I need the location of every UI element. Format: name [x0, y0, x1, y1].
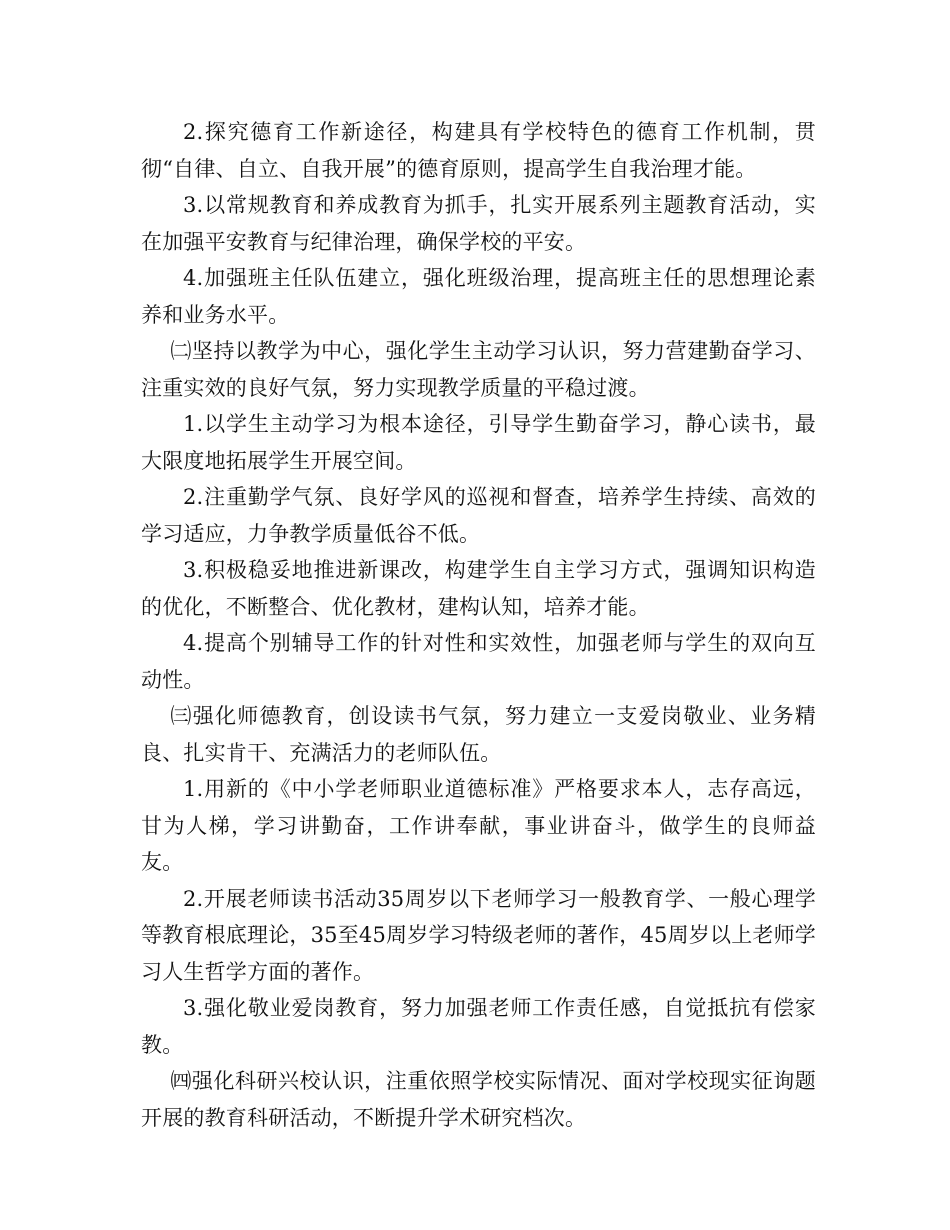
paragraph-11: 2.开展老师读书活动35周岁以下老师学习一般教育学、一般心理学等教育根底理论，35至45周岁学习特级老师的著作，45周岁以上老师学习人生哲学方面的著作。	[141, 886, 816, 984]
section-heading-2: ㈡坚持以教学为中心，强化学生主动学习认识，努力营建勤奋学习、注重实效的良好气氛，努力实现教学质量的平稳过渡。	[141, 339, 816, 400]
paragraph-7: 3.积极稳妥地推进新课改，构建学生自主学习方式，强调知识构造的优化，不断整合、优化教材，建构认知，培养才能。	[141, 558, 816, 619]
paragraph-3: 4.加强班主任队伍建立，强化班级治理，提高班主任的思想理论素养和业务水平。	[141, 266, 816, 327]
paragraph-1: 2.探究德育工作新途径，构建具有学校特色的德育工作机制，贯彻“自律、自立、自我开展”的德育原则，提高学生自我治理才能。	[141, 120, 816, 181]
paragraph-6: 2.注重勤学气氛、良好学风的巡视和督查，培养学生持续、高效的学习适应，力争教学质量低谷不低。	[141, 485, 816, 546]
section-heading-4: ㈣强化科研兴校认识，注重依照学校实际情况、面对学校现实征询题开展的教育科研活动，不断提升学术研究档次。	[141, 1069, 816, 1130]
paragraph-5: 1.以学生主动学习为根本途径，引导学生勤奋学习，静心读书，最大限度地拓展学生开展空间。	[141, 412, 816, 473]
section-heading-3: ㈢强化师德教育，创设读书气氛，努力建立一支爱岗敬业、业务精良、扎实肯干、充满活力的老师队伍。	[141, 704, 816, 765]
paragraph-8: 4.提高个别辅导工作的针对性和实效性，加强老师与学生的双向互动性。	[141, 631, 816, 692]
paragraph-2: 3.以常规教育和养成教育为抓手，扎实开展系列主题教育活动，实在加强平安教育与纪律治理，确保学校的平安。	[141, 193, 816, 254]
paragraph-10: 1.用新的《中小学老师职业道德标准》严格要求本人，志存高远，甘为人梯，学习讲勤奋，工作讲奉献，事业讲奋斗，做学生的良师益友。	[141, 777, 816, 874]
document-body	[141, 114, 816, 1136]
paragraph-12: 3.强化敬业爱岗教育，努力加强老师工作责任感，自觉抵抗有偿家教。	[141, 996, 816, 1057]
